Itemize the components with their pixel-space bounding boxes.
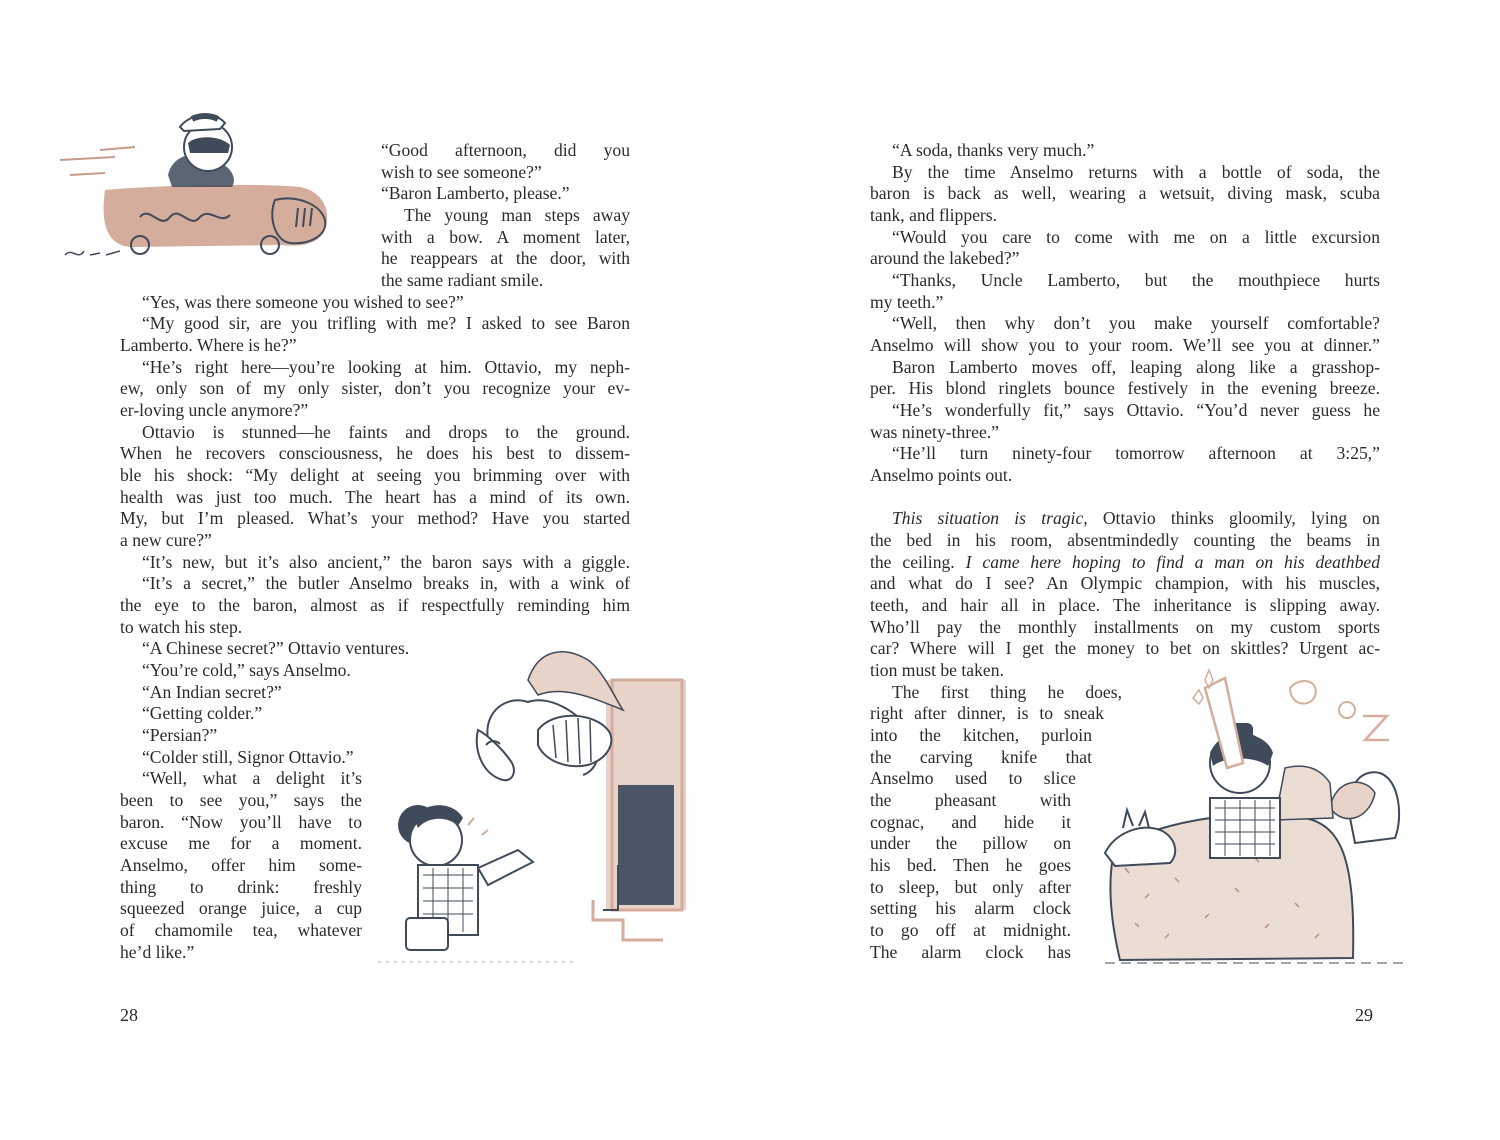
text-line: “It’s new, but it’s also ancient,” the baron says with a giggle. [142,552,630,572]
text-line: to watch his step. [120,617,243,637]
text-line: car? Where will I get the money to bet on skittles? Urgent ac- [870,638,1380,658]
text-line: “Well, then why don’t you make yourself comfortable? [892,313,1380,333]
text-line: The alarm clock has [870,942,1071,962]
text-line: thing to drink: freshly [120,877,362,897]
roman-text: Ottavio thinks gloomily, lying on [1087,508,1380,528]
text-line: “Thanks, Uncle Lamberto, but the mouthpiece hurts [892,270,1380,290]
text-line: er-loving uncle anymore?” [120,400,309,420]
text-line: My, but I’m pleased. What’s your method? Have you started [120,508,630,528]
text-line: excuse me for a moment. [120,833,362,853]
text-line: around the lakebed?” [870,248,1020,268]
text-line: right after dinner, is to sneak [870,703,1104,723]
text-line: squeezed orange juice, a cup [120,898,362,918]
text-line: the bed in his room, absentmindedly counting the beams in [870,530,1380,550]
text-line: By the time Anselmo returns with a bottle of soda, the [892,162,1380,182]
text-line: of chamomile tea, whatever [120,920,362,940]
italic-text: I came here hoping to find a man on his deathbed [965,552,1380,572]
right-page [750,0,1500,1140]
text-line: “You’re cold,” says Anselmo. [142,660,351,680]
text-line: Ottavio is stunned—he faints and drops to the ground. [142,422,630,442]
text-line: been to see you,” says the [120,790,362,810]
text-line: Anselmo used to slice [870,768,1076,788]
text-line: The young man steps away [404,205,630,225]
text-line: and what do I see? An Olympic champion, with his muscles, [870,573,1380,593]
text-line: a new cure?” [120,530,212,550]
text-line: “Colder still, Signor Ottavio.” [142,747,354,767]
text-line: “He’ll turn ninety-four tomorrow afternoon at 3:25,” [892,443,1380,463]
bed-illustration [1105,668,1405,973]
car-illustration [60,105,350,265]
text-line: “It’s a secret,” the butler Anselmo breaks in, with a wink of [142,573,630,593]
page-number: 28 [120,1005,138,1025]
roman-text: the ceiling. [870,552,966,572]
text-line: “My good sir, are you trifling with me? I asked to see Baron [142,313,630,333]
text-line: Baron Lamberto moves off, leaping along like a grasshop- [892,357,1380,377]
text-line: Lamberto. Where is he?” [120,335,297,355]
text-line: “A soda, thanks very much.” [892,140,1095,160]
text-line: the eye to the baron, almost as if respectfully reminding him [120,595,630,615]
text-line: ew, only son of my only sister, don’t you recognize your ev- [120,378,630,398]
text-line: “Persian?” [142,725,218,745]
text-line: “Good afternoon, did you [381,140,630,160]
text-line: his bed. Then he goes [870,855,1071,875]
text-line: under the pillow on [870,833,1071,853]
text-line: the same radiant smile. [381,270,544,290]
text-line: “A Chinese secret?” Ottavio ventures. [142,638,410,658]
text-line: Anselmo points out. [870,465,1013,485]
text-line: “Baron Lamberto, please.” [381,183,570,203]
text-line: “Getting colder.” [142,703,263,723]
text-line: per. His blond ringlets bounce festively in the evening breeze. [870,378,1380,398]
text-line: Anselmo, offer him some- [120,855,362,875]
text-line: cognac, and hide it [870,812,1071,832]
text-line: he reappears at the door, with [381,248,630,268]
text-line: to go off at midnight. [870,920,1071,940]
text-line: ble his shock: “My delight at seeing you brimming over with [120,465,630,485]
text-line: wish to see someone?” [381,162,542,182]
text-line: tion must be taken. [870,660,1004,680]
text-line [870,552,1380,574]
text-line: into the kitchen, purloin [870,725,1092,745]
text-line: teeth, and hair all in place. The inheritance is slipping away. [870,595,1380,615]
text-line: “Yes, was there someone you wished to see?” [142,292,464,312]
text-line: The first thing he does, [892,682,1122,702]
text-line: health was just too much. The heart has a mind of its own. [120,487,630,507]
italic-text: This situation is tragic, [892,508,1088,528]
text-line: baron is back as well, wearing a wetsuit, diving mask, scuba [870,183,1380,203]
text-line: Who’ll pay the monthly installments on my custom sports [870,617,1380,637]
text-line: “He’s wonderfully fit,” says Ottavio. “You’d never guess he [892,400,1380,420]
text-line: the pheasant with [870,790,1071,810]
text-line: was ninety-three.” [870,422,999,442]
text-line: “Would you care to come with me on a little excursion [892,227,1380,247]
page-number: 29 [1355,1005,1373,1025]
text-line: setting his alarm clock [870,898,1071,918]
text-line: my teeth.” [870,292,944,312]
text-line: When he recovers consciousness, he does his best to dissem- [120,443,630,463]
text-line: baron. “Now you’ll have to [120,812,362,832]
text-line: the carving knife that [870,747,1092,767]
text-line: with a bow. A moment later, [381,227,630,247]
text-line: he’d like.” [120,942,195,962]
text-line: to sleep, but only after [870,877,1071,897]
text-line: tank, and flippers. [870,205,998,225]
text-line: Anselmo will show you to your room. We’ll see you at dinner.” [870,335,1380,355]
text-line: “Well, what a delight it’s [142,768,362,788]
text-line [892,508,1380,530]
text-line: “An Indian secret?” [142,682,282,702]
text-line: “He’s right here—you’re looking at him. Ottavio, my neph- [142,357,630,377]
doorway-illustration [378,640,700,970]
